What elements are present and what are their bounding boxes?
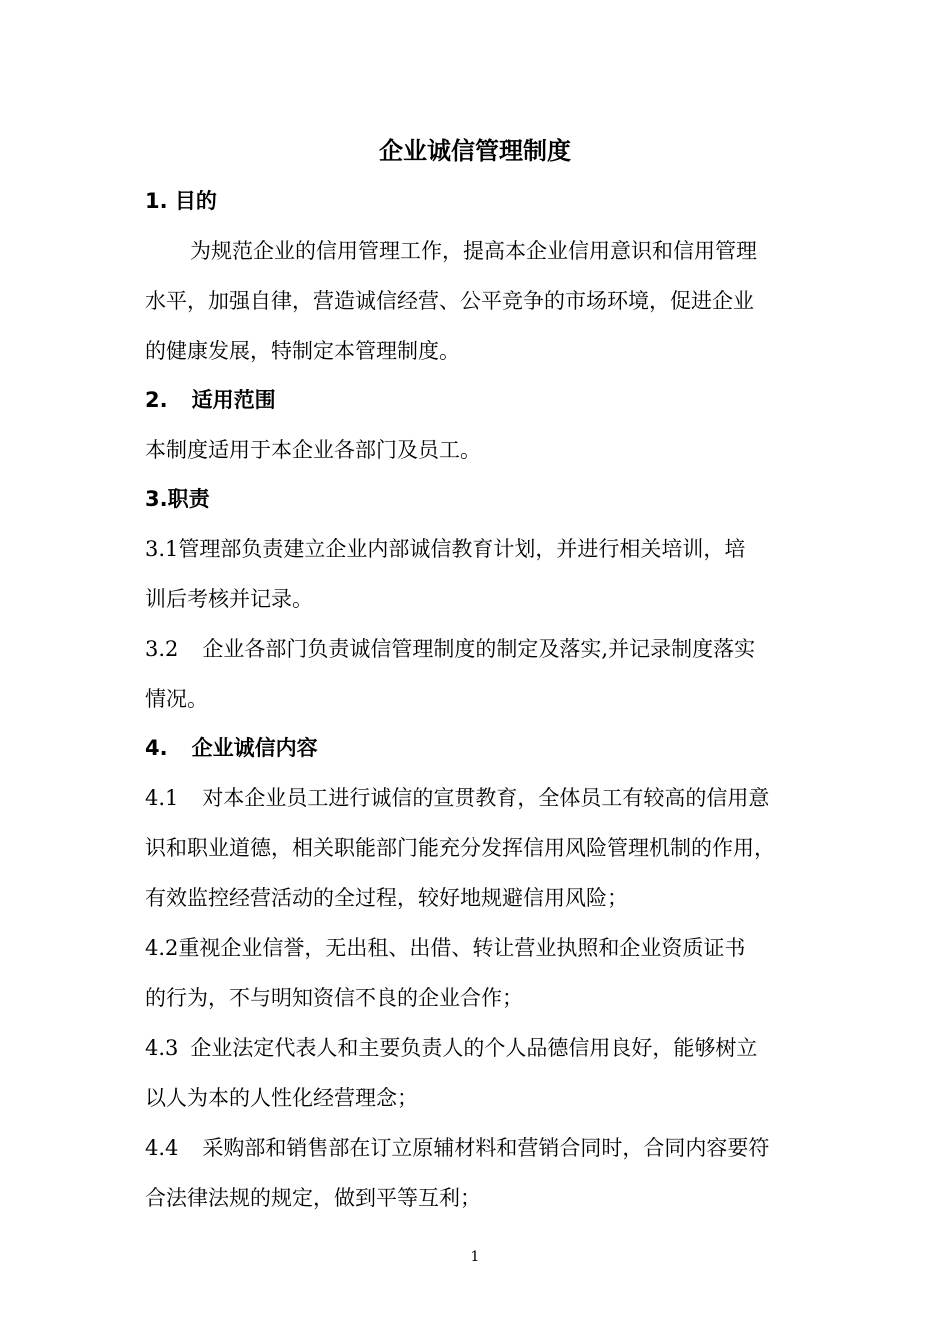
section-3-heading: 3.职责 [145,487,210,511]
section-4-heading [145,733,825,763]
clause-3-1-line-2: 训后考核并记录。 [145,587,313,611]
clause-4-3-number: 4.3 [145,1036,179,1060]
section-1-paragraph-line-3: 的健康发展，特制定本管理制度。 [145,339,460,363]
section-2-heading [145,385,825,415]
clause-3-1-line-1: 3.1管理部负责建立企业内部诚信教育计划，并进行相关培训，培 [145,537,746,561]
clause-4-3-text: 企业法定代表人和主要负责人的个人品德信用良好，能够树立 [190,1036,758,1060]
section-4-title: 企业诚信内容 [191,736,318,760]
clause-4-4-line-2: 合法律法规的规定，做到平等互利； [145,1186,481,1210]
clause-4-2-line-2: 的行为，不与明知资信不良的企业合作； [145,986,523,1010]
clause-4-2-line-1: 4.2重视企业信誉，无出租、出借、转让营业执照和企业资质证书 [145,936,746,960]
clause-4-4-number: 4.4 [145,1136,179,1160]
document-title: 企业诚信管理制度 [379,137,571,165]
clause-4-3-line-2: 以人为本的人性化经营理念； [145,1086,418,1110]
clause-3-2-line-2: 情况。 [145,687,208,711]
clause-4-4-line-1 [145,1133,825,1163]
clause-3-2-number: 3.2 [145,637,179,661]
clause-3-2-text: 企业各部门负责诚信管理制度的制定及落实,并记录制度落实 [202,637,756,661]
section-2-number: 2. [145,388,168,412]
section-4-number: 4. [145,736,168,760]
section-1-paragraph-line-2: 水平，加强自律，营造诚信经营、公平竞争的市场环境，促进企业 [145,289,754,313]
section-1-heading: 1. 目的 [145,189,217,213]
section-2-title: 适用范围 [191,388,276,412]
clause-4-1-line-3: 有效监控经营活动的全过程，较好地规避信用风险； [145,886,628,910]
page-number: 1 [470,1249,480,1265]
clause-3-2-line-1 [145,634,825,664]
clause-4-1-line-2: 识和职业道德，相关职能部门能充分发挥信用风险管理机制的作用， [145,836,775,860]
clause-4-1-text: 对本企业员工进行诚信的宣贯教育，全体员工有较高的信用意 [202,786,770,810]
clause-4-4-text: 采购部和销售部在订立原辅材料和营销合同时，合同内容要符 [202,1136,770,1160]
section-1-paragraph-line-1: 为规范企业的信用管理工作，提高本企业信用意识和信用管理 [190,239,757,263]
clause-4-1-number: 4.1 [145,786,179,810]
clause-4-3-line-1 [145,1033,825,1063]
clause-4-1-line-1 [145,783,825,813]
section-2-paragraph: 本制度适用于本企业各部门及员工。 [145,438,481,462]
